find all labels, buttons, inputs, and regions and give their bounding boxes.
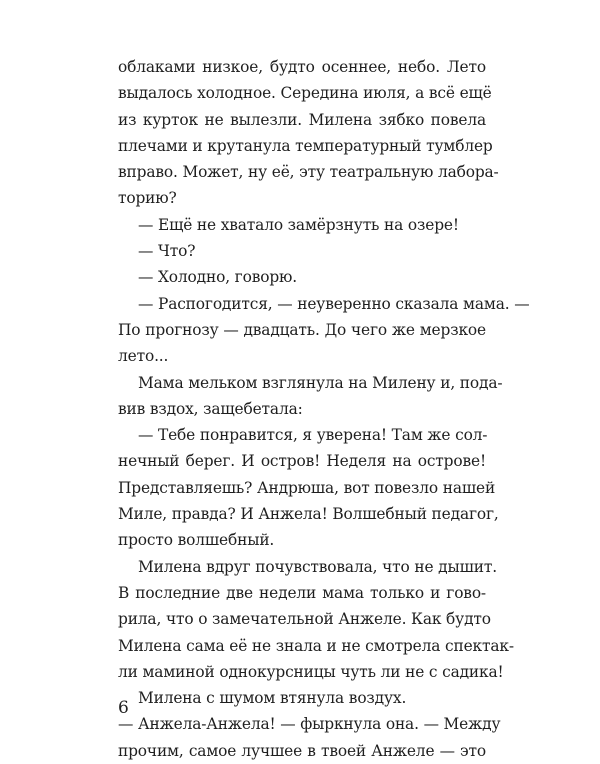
text-line-24: ли маминой однокурсницы чуть ли не с садика! xyxy=(118,662,504,681)
text-line-2: выдалось холодное. Середина июля, а всё ещё xyxy=(118,84,492,103)
text-line-26: — Анжела-Анжела! — фыркнула она. — Между xyxy=(118,715,501,734)
text-line-14: вив вздох, защебетала: xyxy=(118,399,303,418)
text-line-16: нечный берег. И остров! Неделя на острове! xyxy=(118,452,486,471)
text-line-5: вправо. Может, ну её, эту театральную лабора- xyxy=(118,163,499,182)
text-line-9: — Холодно, говорю. xyxy=(138,268,298,287)
text-line-13: Мама мельком взглянула на Милену и, пода- xyxy=(138,373,503,392)
text-line-10: — Распогодится, — неуверенно сказала мама. — xyxy=(138,294,530,313)
text-line-20: Милена вдруг почувствовала, что не дышит. xyxy=(138,557,497,576)
text-line-27: прочим, самое лучшее в твоей Анжеле — это xyxy=(118,741,486,760)
text-line-4: плечами и крутанула температурный тумблер xyxy=(118,136,493,155)
text-line-19: просто волшебный. xyxy=(118,531,275,550)
text-line-11: По прогнозу — двадцать. До чего же мерзкое xyxy=(118,320,486,339)
text-line-7: — Ещё не хватало замёрзнуть на озере! xyxy=(138,215,459,234)
text-line-6: торию? xyxy=(118,189,177,208)
text-line-21: В последние две недели мама только и гово- xyxy=(118,583,486,602)
text-line-3: из курток не вылезли. Милена зябко повела xyxy=(118,110,486,129)
text-line-17: Представляешь? Андрюша, вот повезло нашей xyxy=(118,478,496,497)
text-line-22: рила, что о замечательной Анжеле. Как будто xyxy=(118,610,491,629)
body-text xyxy=(118,54,530,764)
text-line-8: — Что? xyxy=(138,242,196,261)
page-number: 6 xyxy=(118,698,129,718)
text-line-1: облаками низкое, будто осеннее, небо. Лето xyxy=(118,58,486,76)
text-line-18: Миле, правда? И Анжела! Волшебный педагог, xyxy=(118,505,499,524)
text-line-25: Милена с шумом втянула воздух. xyxy=(138,689,407,708)
text-line-23: Милена сама её не знала и не смотрела спектак- xyxy=(118,636,514,655)
text-line-15: — Тебе понравится, я уверена! Там же сол- xyxy=(138,426,488,445)
text-line-12: лето... xyxy=(118,347,169,366)
